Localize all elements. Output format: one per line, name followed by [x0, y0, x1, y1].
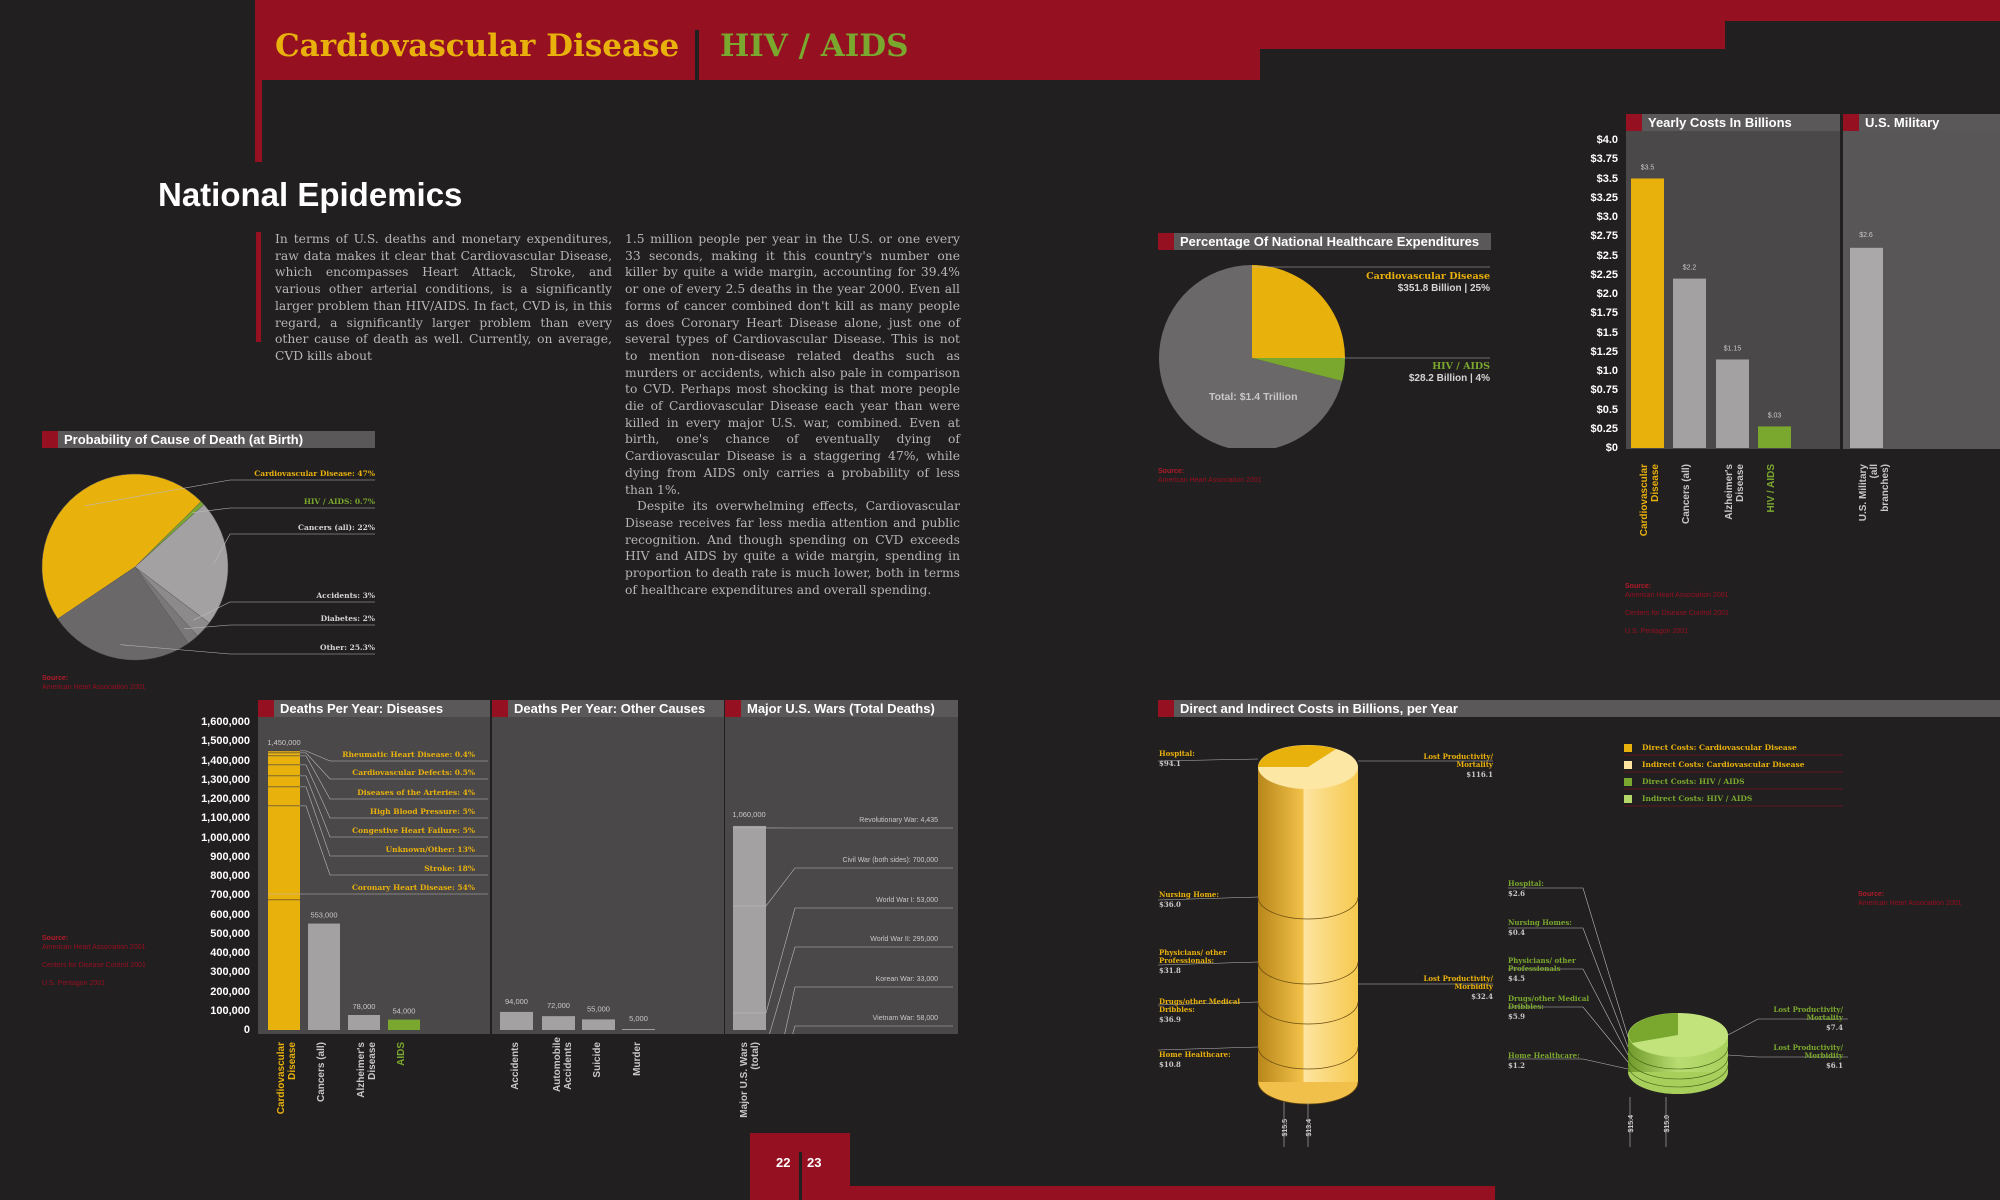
y-tick-label: $1.75	[1590, 307, 1618, 320]
y-tick-label: 1,400,000	[201, 754, 250, 767]
bar-2	[582, 1019, 615, 1030]
war-label-0: Revolutionary War: 4,435	[859, 817, 938, 824]
category-label-0: Cardiovascular Disease	[1639, 464, 1661, 537]
y-tick-label: $0.25	[1590, 422, 1618, 435]
y-tick-label: $4.0	[1596, 134, 1618, 146]
cvd-direct-label-3: Drugs/other Medical Dribbles:	[1159, 997, 1241, 1014]
page-number-left: 22	[776, 1155, 791, 1170]
wars-chart	[725, 717, 958, 1034]
bar-2	[1716, 359, 1749, 448]
cvd-axis-label-0: $15.5	[1282, 1119, 1289, 1137]
direct-indirect-source	[1858, 890, 1962, 908]
category-label-2: Alzheimer's Disease	[356, 1042, 378, 1098]
y-tick-label: 900,000	[210, 850, 250, 863]
breakdown-label-0: Rheumatic Heart Disease: 0.4%	[342, 750, 475, 759]
cvd-direct-value-2: $31.8	[1159, 966, 1181, 975]
y-tick-label: 500,000	[210, 927, 250, 940]
right-header-band	[1000, 0, 2000, 21]
category-label-2: Suicide	[592, 1042, 603, 1078]
legend-label-0: Direct Costs: Cardiovascular Disease	[1642, 743, 1797, 752]
hiv-direct-value-2: $4.5	[1508, 974, 1526, 983]
category-label-2: Alzheimer's Disease	[1724, 464, 1746, 520]
bar-0	[1631, 179, 1664, 449]
military-bar	[1850, 248, 1883, 448]
breakdown-label-4: Congestive Heart Failure: 5%	[352, 826, 475, 835]
bar-value-label: 72,000	[547, 1001, 570, 1011]
y-tick-label: $3.5	[1596, 172, 1618, 185]
hiv-direct-label-3: Drugs/other Medical Dribbles:	[1508, 994, 1590, 1011]
body-rule	[256, 232, 261, 342]
y-tick-label: $2.25	[1590, 268, 1618, 281]
y-tick-label: $0	[1605, 442, 1618, 454]
cvd-direct-value-4: $10.8	[1159, 1060, 1181, 1069]
body-column-2	[625, 231, 960, 598]
hiv-axis-label-0: $15.4	[1628, 1115, 1635, 1133]
hiv-direct-label-0: Hospital:	[1508, 879, 1544, 888]
hiv-indirect-value-1: $6.1	[1825, 1061, 1843, 1070]
wars-title: Major U.S. Wars (Total Deaths)	[725, 700, 958, 717]
cvd-direct-value-3: $36.9	[1159, 1015, 1181, 1024]
y-tick-label: $3.75	[1590, 153, 1618, 166]
hiv-indirect-label-1: Lost Productivity/ Morbidity	[1773, 1043, 1843, 1060]
legend-swatch-0	[1624, 744, 1632, 752]
bar-value-label: 5,000	[629, 1014, 648, 1024]
pie-leader-1	[192, 508, 375, 513]
deaths-sources	[42, 934, 146, 988]
healthcare-source-label: Source:	[1158, 468, 1185, 475]
cvd-direct-label-0: Hospital:	[1159, 749, 1195, 758]
pie-label-3: Accidents: 3%	[316, 591, 375, 600]
bar-1	[542, 1016, 575, 1030]
probability-source	[42, 674, 146, 692]
hiv-direct-value-0: $2.6	[1508, 889, 1526, 898]
legend-swatch-2	[1624, 778, 1632, 786]
direct-indirect-source-label: Source:	[1858, 891, 1885, 898]
y-tick-label: 1,600,000	[201, 716, 250, 728]
bar-value-label: 55,000	[587, 1004, 610, 1014]
costs-source-pentagon: U.S. Pentagon 2001	[1625, 628, 1689, 635]
deaths-diseases-chart	[258, 717, 490, 1034]
bottom-band	[850, 1186, 1495, 1200]
yearly-costs-chart	[1626, 131, 2000, 449]
healthcare-source-text: American Heart Association 2001	[1158, 477, 1262, 484]
y-tick-label: $1.5	[1596, 326, 1618, 339]
body-paragraph-1: 1.5 million people per year in the U.S. or one every 33 seconds, making it this country's number one killer by quite a wide margin, accounting for 39.4% or one of every 2.5 deaths in the year 2000. Even all forms of cancer combined don't kill as many people as does Coronary Heart Disease alone, just one of several types of Cardiovascular Disease. This is not to mention non-disease related deaths such as murders or accidents, which also pale in comparison to CVD. Perhaps most shocking is that more people die of Cardiovascular Disease each year than were killed in every major U.S. war, combined. Even at birth, one's chance of eventually dying of Cardiovascular Disease is a staggering 47%, while dying from AIDS only carries a probability of less than 1%.	[625, 232, 960, 497]
hiv-axis-label-1: $15.0	[1664, 1115, 1671, 1133]
bar-value-label: 1,060,000	[732, 809, 766, 819]
hiv-direct-value-1: $0.4	[1508, 928, 1526, 937]
military-value-label: $2.6	[1859, 231, 1873, 239]
pie-label-4: Diabetes: 2%	[320, 614, 375, 623]
hiv-direct-value-4: $1.2	[1508, 1061, 1526, 1070]
tab-cardiovascular[interactable]: Cardiovascular Disease	[275, 28, 680, 64]
cvd-direct-label-1: Nursing Home:	[1159, 890, 1219, 899]
category-label-3: Murder	[632, 1042, 643, 1076]
hiv-direct-leader-1	[1508, 928, 1628, 1047]
healthcare-total-label: Total: $1.4 Trillion	[1209, 391, 1298, 403]
breakdown-label-6: Stroke: 18%	[424, 864, 475, 873]
bar-value-label: 78,000	[352, 1001, 376, 1011]
page-number-divider	[799, 1152, 802, 1200]
y-tick-label: 400,000	[210, 947, 250, 959]
y-tick-label: $1.25	[1590, 345, 1618, 358]
war-label-1: Civil War (both sides): 700,000	[842, 857, 938, 864]
y-tick-label: 200,000	[210, 985, 250, 998]
bar-1	[1673, 279, 1706, 448]
category-label-0: Cardiovascular Disease	[276, 1042, 298, 1115]
hiv-indirect-label-0: Lost Productivity/ Mortality	[1773, 1005, 1843, 1022]
costs-sources	[1625, 582, 1729, 636]
pie-leader-2	[214, 534, 375, 563]
bar-1	[308, 924, 340, 1030]
bar-value-label: $.03	[1767, 412, 1782, 420]
healthcare-cvd-value: $351.8 Billion | 25%	[1397, 283, 1490, 294]
body-column-1: In terms of U.S. deaths and monetary expenditures, raw data makes it clear that Cardiovascular Disease, which encompasses Heart Attack, Stroke, and various other arterial conditions, is a significantly larger problem than HIV/AIDS. In fact, CVD is, in this regard, a significantly larger problem than every other cause of death as well. Currently, on average, CVD kills about	[275, 232, 612, 363]
y-tick-label: 800,000	[210, 870, 250, 882]
cvd-direct-value-0: $94.1	[1159, 759, 1181, 768]
y-tick-label: 0	[243, 1024, 250, 1036]
y-tick-label: 1,100,000	[201, 812, 250, 825]
hiv-direct-label-1: Nursing Homes:	[1508, 918, 1572, 927]
right-header-stem	[1000, 21, 1258, 49]
tab-hiv-aids[interactable]: HIV / AIDS	[720, 28, 909, 64]
deaths-other-title: Deaths Per Year: Other Causes	[492, 700, 724, 717]
costs-source-label: Source:	[1625, 583, 1652, 590]
y-tick-label: 600,000	[210, 908, 250, 921]
bar-value-label: 553,000	[310, 910, 338, 920]
war-label-2: World War I: 53,000	[876, 897, 938, 904]
y-tick-label: $0.5	[1596, 403, 1618, 416]
y-tick-label: 100,000	[210, 1004, 250, 1017]
deaths-source-pentagon: U.S. Pentagon 2001	[42, 980, 106, 987]
bar-2	[348, 1015, 380, 1030]
cvd-direct-value-1: $36.0	[1159, 900, 1181, 909]
deaths-other-chart	[492, 717, 724, 1034]
pie-label-0: Cardiovascular Disease: 47%	[254, 469, 375, 478]
source-text: American Heart Association 2001	[42, 684, 146, 691]
cvd-axis-label-1: $13.4	[1306, 1119, 1313, 1137]
bar-value-label: $1.15	[1723, 345, 1742, 353]
bar-3	[388, 1020, 420, 1030]
healthcare-source	[1158, 467, 1262, 485]
source-label: Source:	[42, 675, 69, 682]
bar-3	[1758, 426, 1791, 448]
healthcare-pie-title: Percentage Of National Healthcare Expenditures	[1158, 233, 1491, 250]
hiv-indirect-value-0: $7.4	[1825, 1023, 1843, 1032]
direct-indirect-chart	[1158, 717, 2000, 1177]
healthcare-hiv-name: HIV / AIDS	[1432, 361, 1490, 372]
breakdown-label-5: Unknown/Other: 13%	[385, 845, 475, 854]
pie-label-5: Other: 25.3%	[320, 643, 375, 652]
y-tick-label: 1,200,000	[201, 793, 250, 805]
yearly-costs-title: Yearly Costs In Billions	[1626, 114, 1840, 131]
healthcare-cvd-name: Cardiovascular Disease	[1366, 271, 1490, 282]
breakdown-label-2: Diseases of the Arteries: 4%	[357, 788, 475, 797]
category-label-3: AIDS	[396, 1042, 407, 1066]
y-tick-label: $2.0	[1596, 288, 1618, 300]
body-paragraph-2: Despite its overwhelming effects, Cardiovascular Disease receives far less media attention and public recognition. And though spending on CVD exceeds HIV and AIDS by quite a wide margin, spending in proportion to death rate is much lower, both in terms of healthcare expenditures and overall spending.	[625, 499, 960, 597]
direct-indirect-title: Direct and Indirect Costs in Billions, per Year	[1158, 700, 2000, 717]
probability-chart-title: Probability of Cause of Death (at Birth)	[42, 431, 375, 448]
bar-value-label: 1,450,000	[267, 737, 301, 747]
cvd-indirect-value-0: $116.1	[1466, 770, 1493, 779]
legend-label-1: Indirect Costs: Cardiovascular Disease	[1642, 760, 1805, 769]
category-label-1: Cancers (all)	[316, 1042, 327, 1103]
direct-indirect-source-text: American Heart Association 2001	[1858, 900, 1962, 907]
war-label-5: Vietnam War: 58,000	[872, 1015, 938, 1022]
hiv-direct-leader-2	[1508, 969, 1628, 1055]
bar-0	[268, 751, 300, 1030]
category-label-1: Automobile Accidents	[552, 1037, 574, 1092]
left-header-stem	[255, 80, 262, 162]
bar-0	[500, 1012, 533, 1030]
cvd-indirect-value-1: $32.4	[1471, 992, 1493, 1001]
costs-source-cdc: Centers for Disease Control 2001	[1625, 610, 1729, 617]
category-label-3: HIV / AIDS	[1766, 464, 1777, 513]
y-tick-label: 300,000	[210, 966, 250, 979]
page-number-right: 23	[807, 1155, 822, 1170]
y-tick-label: $2.5	[1596, 249, 1618, 262]
cvd-indirect-label-0: Lost Productivity/ Mortality	[1423, 752, 1493, 769]
deaths-diseases-title: Deaths Per Year: Diseases	[258, 700, 490, 717]
war-label-4: Korean War: 33,000	[875, 976, 938, 983]
y-tick-label: $3.0	[1596, 211, 1618, 223]
page-title: National Epidemics	[158, 176, 463, 213]
category-label-1: Cancers (all)	[1681, 464, 1692, 525]
pie-leader-4	[184, 625, 375, 629]
y-tick-label: $2.75	[1590, 230, 1618, 243]
cvd-direct-label-4: Home Healthcare:	[1159, 1050, 1231, 1059]
header-divider	[695, 30, 699, 82]
legend-label-2: Direct Costs: HIV / AIDS	[1642, 777, 1745, 786]
hiv-direct-label-2: Physicians/ other Professionals	[1508, 956, 1576, 973]
header-gutter	[262, 80, 1260, 84]
war-label-3: World War II: 295,000	[870, 936, 938, 943]
military-title: U.S. Military	[1843, 114, 2000, 131]
pie-slice-0	[1252, 265, 1345, 358]
category-label-0: Accidents	[510, 1042, 521, 1090]
hiv-direct-value-3: $5.9	[1508, 1012, 1526, 1021]
right-header-tab	[1258, 21, 1725, 49]
breakdown-label-7: Coronary Heart Disease: 54%	[351, 883, 475, 892]
bar-3	[622, 1029, 655, 1030]
bar-value-label: $3.5	[1640, 164, 1655, 172]
y-tick-label: 1,300,000	[201, 773, 250, 786]
y-tick-label: 700,000	[210, 889, 250, 902]
y-tick-label: 1,500,000	[201, 735, 250, 748]
hiv-direct-leader-4	[1508, 1059, 1628, 1069]
breakdown-label-3: High Blood Pressure: 5%	[370, 807, 475, 816]
y-tick-label: $3.25	[1590, 191, 1618, 204]
costs-source-aha: American Heart Association 2001	[1625, 592, 1729, 599]
legend-label-3: Indirect Costs: HIV / AIDS	[1642, 794, 1753, 803]
pie-label-2: Cancers (all): 22%	[297, 523, 375, 532]
legend-swatch-3	[1624, 795, 1632, 803]
deaths-source-label: Source:	[42, 935, 69, 942]
pie-label-1: HIV / AIDS: 0.7%	[303, 497, 375, 506]
cvd-indirect-label-1: Lost Productivity/ Morbidity	[1423, 974, 1493, 991]
bar-value-label: 54,000	[392, 1006, 416, 1016]
y-tick-label: $0.75	[1590, 384, 1618, 397]
hiv-direct-label-4: Home Healthcare:	[1508, 1051, 1580, 1060]
deaths-source-aha: American Heart Association 2001	[42, 944, 146, 951]
bar-value-label: $2.2	[1682, 264, 1697, 272]
category-label-0: Major U.S. Wars (total)	[739, 1042, 761, 1118]
cvd-direct-label-2: Physicians/ other Professionals:	[1159, 948, 1227, 965]
y-tick-label: $1.0	[1596, 365, 1618, 377]
deaths-source-cdc: Centers for Disease Control 2001	[42, 962, 146, 969]
healthcare-hiv-value: $28.2 Billion | 4%	[1408, 373, 1490, 384]
legend-swatch-1	[1624, 761, 1632, 769]
y-tick-label: 1,000,000	[201, 831, 250, 844]
bar-value-label: 94,000	[505, 996, 528, 1006]
breakdown-label-1: Cardiovascular Defects: 0.5%	[352, 768, 475, 777]
cvd-cylinder-face	[1258, 767, 1358, 1082]
military-category-label: U.S. Military (all branches)	[1858, 464, 1891, 522]
